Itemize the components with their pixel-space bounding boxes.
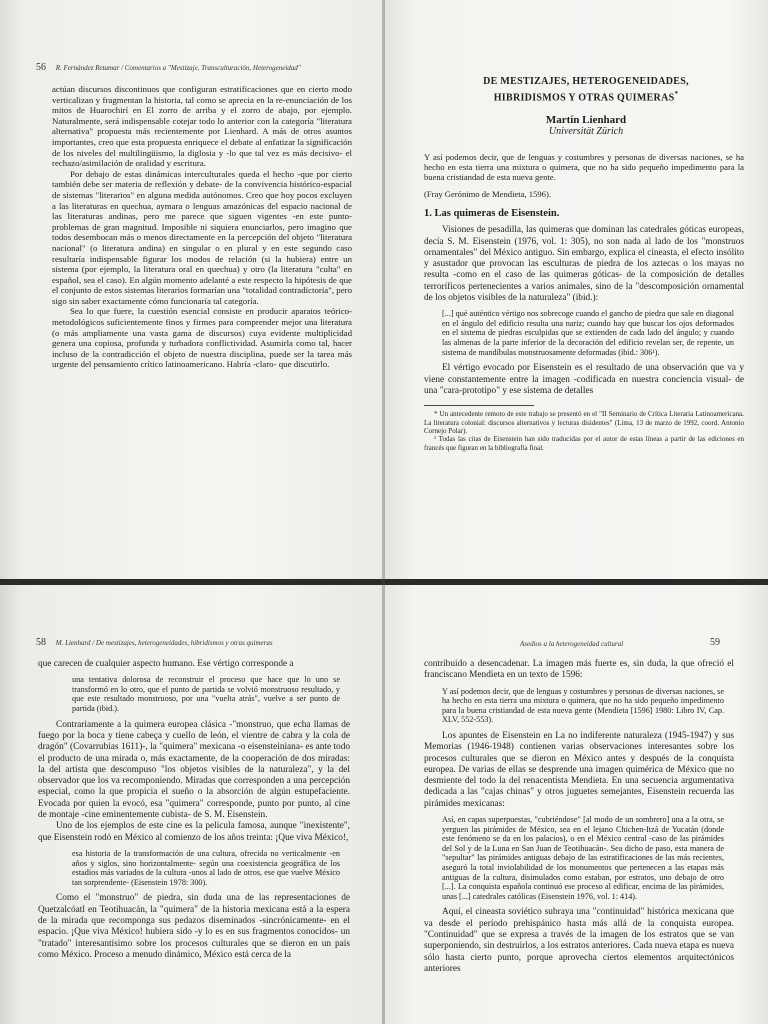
paragraph: Los apuntes de Eisenstein en La no indiferente naturaleza (1945-1947) y sus Memorias (1946-1948) contienen varias observaciones interesantes sobre los procesos culturales que se dieron en México antes y después de la conquista europea. De varias de ellas se desprende una imagen quimérica de México que no desmiente del todo la del renacentista Mendieta. En una secuencia argumentativa dedicada a las "cajas chinas" y otros juguetes semejantes, Eisenstein recuerda las pirámides mexicanas: (424, 730, 734, 809)
article-title (424, 76, 748, 104)
paragraph: actúan discursos discontinuos que configuran estratificaciones que en cierto modo verticalizan y fragmentan la historia, tal como se aprecia en la re-enunciación de los mitos de Huarochirí en El zorro de arriba y el zorro de abajo, por ejemplo. Naturalmente, será indispensable cotejar todo lo anterior con la categoría "literatura alternativa" propuesta más recientemente por Lienhard. A más de otros asuntos importantes, creo que esta propuesta enriquece el debate al enfatizar la significación de los niveles del multilingüismo, la diglosia y -lo que tal vez es más decisivo- el rechazo/asimilación de oralidad y escritura. (52, 84, 352, 169)
paragraph: Contrariamente a la quimera europea clásica -"monstruo, que echa llamas de fuego por la boca y tiene cabeça y cuello de león, el vientre de cabra y la cola de dragón" (Covarrubias 1611)-, la "quimera" mexicana -o eisensteiniana- es ante todo el producto de una mirada o, más exactamente, de la cooperación de dos miradas: la del artista que descompuso "los objetos visibles de la naturaleza", y la del observador que los va recomponiendo. Miradas que corresponden a una percepción especial, como la que propicia el sueño o la absorción de algún estupefaciente. Evocada por quien la evocó, esa "quimera" corresponde, punto por punto, al cine de montaje -cine eminentemente cubista- de S. M. Eisenstein. (38, 719, 350, 821)
page-57 (384, 0, 768, 579)
page-number: 58 (36, 637, 46, 648)
block-quote: una tentativa dolorosa de reconstruir el proceso que hace que lo uno se transformó en lo otro, que el punto de partida se volvió monstruoso resultado, y que este resultado monstruoso, por una "vuelta atrás", vuelve a ser punto de partida (ibid.). (72, 675, 340, 714)
running-head: Asedios a la heterogeneidad cultural (520, 640, 624, 648)
footnote: ¹ Todas las citas de Eisenstein han sido traducidas por el autor de estas líneas a partir de las ediciones en francés que figuran en la bibliografía final. (424, 435, 744, 452)
page-59-body (424, 659, 734, 975)
page-56 (0, 0, 384, 579)
title-line: HIBRIDISMOS Y OTRAS QUIMERAS (493, 92, 675, 104)
page-58-header (36, 637, 273, 648)
paragraph: Como el "monstruo" de piedra, sin duda una de las representaciones de Quetzalcóatl en Teotihuacán, la "quimera" de la historia mexicana está a la espera de la mirada que recomponga sus pedazos diseminados -sincrónicamente- en el espacio. ¡Que viva México! hubiera sido -y lo es en sus fragmentos conocidos- un "tratado" interesantísimo sobre los procesos culturales que se dieron en un país como México. Proceso a menudo dinámico, México está cerca de la (38, 893, 350, 960)
footnote-rule (424, 405, 534, 406)
article-header (424, 76, 748, 137)
paragraph: que carecen de cualquier aspecto humano. Ese vértigo corresponde a (38, 659, 294, 669)
page-58-body (38, 659, 350, 961)
page-59 (384, 585, 768, 1024)
page-57-body (424, 152, 744, 452)
epigraph-source: (Fray Gerónimo de Mendieta, 1596). (424, 188, 551, 199)
page-59-header (520, 640, 623, 648)
block-quote: esa historia de la transformación de una cultura, ofrecida no verticalmente -en años y siglos, sino horizontalmente- según una coexistencia geográfica de los estadios más variados de la cultura -unos al lado de otros, ese que vuelve México tan sorprendente- (Eisenstein 1978: 300). (72, 848, 340, 887)
block-quote: [...] qué auténtico vértigo nos sobrecoge cuando el gancho de piedra que sale en diagonal en el ángulo del edificio resulta una nariz; cuando hay que buscar los ojos deformados en el sistema de piedras esculpidas que se extienden de cada lado del ángulo; y cuando las almenas de la parte inferior de la decoración del edificio revelan ser, de repente, un sistema de mandíbulas monstruosamente deformadas (ibid.: 306¹). (442, 309, 734, 357)
title-line: DE MESTIZAJES, HETEROGENEIDADES, (483, 76, 689, 87)
paragraph: Sea lo que fuere, la cuestión esencial consiste en producir aparatos teórico-metodológicos suficientemente finos y firmes para comprender mejor una literatura (o más ampliamente una vasta gama de discursos) cuya evidente multiplicidad genera una copiosa, profunda y turbadora conflictividad. Asumirla como tal, hacer incluso de la contradicción el objeto de nuestra disciplina, puede ser la tarea más urgente del pensamiento crítico latinoamericano. Habría -claro- que discutirlo. (52, 306, 352, 370)
running-head: R. Fernández Retamar / Comentarios a "Mestizaje, Transculturación, Heterogeneidad" (55, 64, 301, 72)
paragraph: Uno de los ejemplos de este cine es la película famosa, aunque "inexistente", que Eisenstein rodó en México al comienzo de los años treinta: ¡Que viva México!, (38, 821, 350, 843)
paragraph: El vértigo evocado por Eisenstein es el resultado de una observación que va y viene constantemente entre la imagen -codificada en nuestra conciencia visual- de una "cara-prototipo" y ese sistema de detalles (424, 363, 744, 396)
epigraph: Y así podemos decir, que de lenguas y costumbres y personas de diversas naciones, se ha hecho en esta tierra una mixtura o quimera, que no ha sido pequeño impedimento para la buena cristiandad de esta nueva gente. (424, 152, 744, 183)
block-quote: Así, en capas superpuestas, "cubriéndose" [al modo de un sombrero] una a la otra, se yerguen las pirámides de México, sea en el lejano Chichen-Itzá de Yucatán (donde este fenómeno se da en los palacios), o en el México central -caso de las pirámides del Sol y de la Luna en San Juan de Teotihuacán-. Sea dicho de paso, esta manera de "sepultar" las pirámides antiguas debajo de las estratificaciones de las más recientes, aseguró la total inviolabilidad de los monumentos que pertenecen a las etapas más antiguas de la cultura, disimulados como estaban, por estratos, uno debajo de otro [...]. La conquista española continuó ese proceso al edificar, encima de las pirámides, unas [...] catedrales católicas (Eisenstein 1976, vol. 1: 414). (442, 815, 724, 901)
author-name: Martín Lienhard (545, 114, 627, 127)
paragraph: Por debajo de estas dinámicas interculturales queda el hecho -que por cierto también debe ser materia de reflexión y debate- de la convivencia histórico-espacial de sistemas "literarios" en alguna medida autónomos. Creo que hoy pocos excluyen a las literaturas en quechua, aymara o lenguas amazónicas del espacio nacional de las literaturas andinas, pero me parece que siguen vigentes -en este punto- problemas de gran magnitud. Imposible ni siquiera enunciarlos, pero imagino que todos desembocan más o menos directamente en la percepción del objeto "literatura nacional" (o literatura andina) en singular o en plural y en este segundo caso resultaría indispensable figurar los modos de relación (si la hubiera) entre un sistema (por ejemplo, la literatura oral en quechua) y otro (la literatura "culta" en español, sea el caso). En algún momento adelanté a este respecto la hipótesis de que el conjunto de estos sistemas literarios formarían una "totalidad contradictoria", pero sigo sin saber exactamente cómo funcionaría tal categoría. (52, 168, 352, 306)
section-heading: 1. Las quimeras de Eisenstein. (424, 207, 560, 219)
paragraph: Aquí, el cineasta soviético subraya una "continuidad" histórica mexicana que va desde el período prehispánico hasta más allá de la conquista europea. "Continuidad" que se expresa a través de la imagen de los estratos que se van superponiendo, sin destruirlos, a los estratos anteriores. Cada nueva etapa es nueva sólo hasta cierto punto, porque aprovecha ciertos elementos arquitectónicos anteriores (424, 907, 734, 974)
footnote: * Un antecedente remoto de este trabajo se presentó en el "II Seminario de Crítica Literaria Latinoamericana. La literatura colonial: discursos alternativos y lecturas disidentes" (Lima, 13 de marzo de 1992, coord. Antonio Cornejo Polar). (424, 410, 744, 435)
book-spine (382, 0, 385, 1024)
page-58 (0, 585, 384, 1024)
footnote-mark: * (674, 90, 679, 98)
page-number: 56 (36, 62, 46, 73)
author-affiliation: Universität Zürich (548, 126, 624, 138)
page-56-header (36, 62, 301, 73)
block-quote: Y así podemos decir, que de lenguas y costumbres y personas de diversas naciones, se ha hecho en esta tierra una mixtura o quimera, que no ha sido pequeño impedimento para la buena cristiandad de esta nueva gente (Mendieta [1596] 1980: Libro IV, Cap. XLV, 552-553). (442, 686, 724, 725)
paragraph: Visiones de pesadilla, las quimeras que dominan las catedrales góticas europeas, decía S. M. Eisenstein (1976, vol. 1: 305), no son nada al lado de los "monstruos ornamentales" del México antiguo. Sin embargo, explica el cineasta, el efecto insólito y asustador que provocan las esculturas de piedra de los aztecas o los mayas no resulta -como en el caso de las quimeras góticas- de la composición de detalles terroríficos pertenecientes a varios animales, sino de la "descomposición ornamental de los objetos visibles de la naturaleza" (ibid.): (424, 225, 744, 303)
running-head: M. Lienhard / De mestizajes, heterogeneidades, hibridismos y otras quimeras (55, 639, 273, 647)
page-56-body (52, 84, 352, 370)
paragraph: contribuido a desencadenar. La imagen más fuerte es, sin duda, la que ofreció el franciscano Mendieta en un texto de 1596: (424, 659, 734, 681)
page-number: 59 (710, 637, 720, 648)
